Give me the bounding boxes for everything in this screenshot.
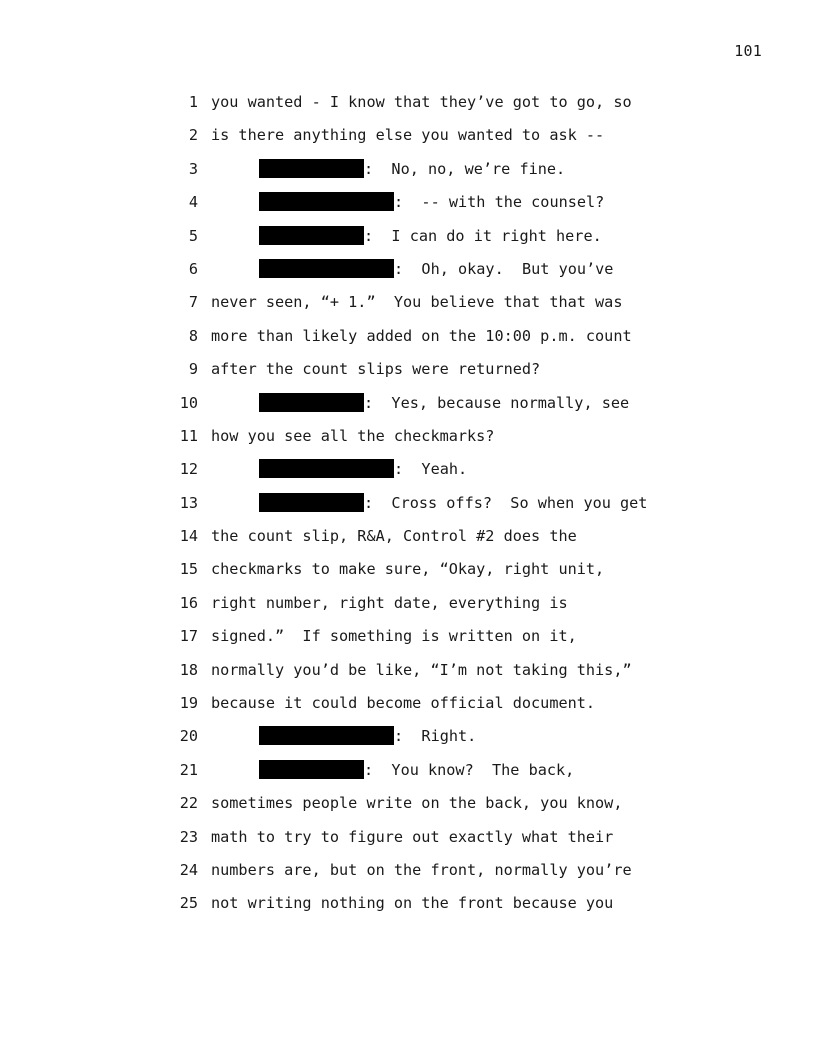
line-text xyxy=(211,420,494,453)
line-words: more than likely added on the 10:00 p.m. count xyxy=(211,326,632,345)
line-text xyxy=(211,887,613,920)
transcript-line xyxy=(0,286,816,319)
line-text xyxy=(211,353,540,386)
line-words: sometimes people write on the back, you know, xyxy=(211,794,623,813)
line-text xyxy=(211,620,577,653)
line-text xyxy=(211,320,632,353)
line-text xyxy=(211,553,604,586)
line-words: never seen, “+ 1.” You believe that that was xyxy=(211,293,623,312)
line-text xyxy=(211,687,595,720)
line-number: 17 xyxy=(179,627,198,646)
redacted-speaker-name xyxy=(259,259,394,278)
line-number: 9 xyxy=(188,360,198,379)
line-words: math to try to figure out exactly what their xyxy=(211,827,614,846)
line-number: 19 xyxy=(179,694,198,713)
transcript-line xyxy=(0,186,816,219)
redacted-speaker-name xyxy=(259,192,394,211)
line-words: : Yeah. xyxy=(394,460,468,479)
line-words: normally you’d be like, “I’m not taking this,” xyxy=(211,660,632,679)
redacted-speaker-name xyxy=(259,226,364,245)
line-words: : Right. xyxy=(394,727,477,746)
redacted-speaker-name xyxy=(259,726,394,745)
line-number: 16 xyxy=(179,593,198,612)
line-number: 13 xyxy=(179,493,198,512)
transcript-line xyxy=(0,453,816,486)
line-text xyxy=(259,186,604,219)
line-text xyxy=(211,821,613,854)
line-text xyxy=(211,86,632,119)
line-text xyxy=(259,220,602,253)
line-number: 11 xyxy=(179,426,198,445)
line-words: the count slip, R&A, Control #2 does the xyxy=(211,527,577,546)
transcript-line xyxy=(0,220,816,253)
line-number: 22 xyxy=(179,794,198,813)
line-text xyxy=(259,487,647,520)
transcript-line xyxy=(0,387,816,420)
line-words: : No, no, we’re fine. xyxy=(364,159,566,178)
line-words: : Oh, okay. But you’ve xyxy=(394,259,614,278)
line-number: 7 xyxy=(188,293,198,312)
line-words: : -- with the counsel? xyxy=(394,193,605,212)
redacted-speaker-name xyxy=(259,159,364,178)
line-text xyxy=(259,387,629,420)
transcript-line xyxy=(0,620,816,653)
line-words: checkmarks to make sure, “Okay, right unit, xyxy=(211,560,605,579)
redacted-speaker-name xyxy=(259,393,364,412)
transcript-line xyxy=(0,821,816,854)
line-number: 24 xyxy=(179,860,198,879)
line-text xyxy=(259,453,467,486)
line-number: 23 xyxy=(179,827,198,846)
line-number: 6 xyxy=(188,259,198,278)
line-text xyxy=(211,286,622,319)
transcript-line xyxy=(0,754,816,787)
transcript-line xyxy=(0,119,816,152)
line-number: 4 xyxy=(188,193,198,212)
line-number: 12 xyxy=(179,460,198,479)
line-number: 2 xyxy=(188,126,198,145)
transcript-line xyxy=(0,520,816,553)
line-text xyxy=(259,253,613,286)
line-words: : I can do it right here. xyxy=(364,226,602,245)
transcript-line xyxy=(0,587,816,620)
transcript-line xyxy=(0,720,816,753)
transcript-line xyxy=(0,253,816,286)
transcript-line xyxy=(0,353,816,386)
transcript-line xyxy=(0,487,816,520)
transcript-line xyxy=(0,687,816,720)
line-words: numbers are, but on the front, normally you’re xyxy=(211,860,632,879)
line-text xyxy=(259,153,565,186)
line-number: 15 xyxy=(179,560,198,579)
line-number: 8 xyxy=(188,326,198,345)
transcript-line xyxy=(0,420,816,453)
line-number: 3 xyxy=(188,159,198,178)
line-words: you wanted - I know that they’ve got to go, so xyxy=(211,93,632,111)
line-words: how you see all the checkmarks? xyxy=(211,426,495,445)
line-number: 5 xyxy=(188,226,198,245)
transcript-line xyxy=(0,553,816,586)
line-text xyxy=(211,654,632,687)
line-words: : Yes, because normally, see xyxy=(364,393,630,412)
line-words: because it could become official document. xyxy=(211,694,596,713)
transcript-line xyxy=(0,854,816,887)
page-number: 101 xyxy=(734,42,762,60)
line-number: 1 xyxy=(188,93,198,111)
line-text xyxy=(211,520,577,553)
redacted-speaker-name xyxy=(259,459,394,478)
transcript-line xyxy=(0,654,816,687)
line-text xyxy=(211,119,604,152)
line-number: 20 xyxy=(179,727,198,746)
line-text xyxy=(211,787,622,820)
line-number: 18 xyxy=(179,660,198,679)
transcript-body xyxy=(0,86,816,921)
line-words: not writing nothing on the front because you xyxy=(211,894,614,913)
line-number: 25 xyxy=(179,894,198,913)
transcript-line xyxy=(0,320,816,353)
redacted-speaker-name xyxy=(259,493,364,512)
redacted-speaker-name xyxy=(259,760,364,779)
line-words: is there anything else you wanted to ask -- xyxy=(211,126,605,145)
line-text xyxy=(259,754,574,787)
line-number: 21 xyxy=(179,760,198,779)
line-words: : You know? The back, xyxy=(364,760,575,779)
line-text xyxy=(259,720,476,753)
line-text xyxy=(211,854,632,887)
line-text xyxy=(211,587,568,620)
transcript-line xyxy=(0,86,816,119)
transcript-line xyxy=(0,787,816,820)
line-words: after the count slips were returned? xyxy=(211,360,541,379)
line-words: signed.” If something is written on it, xyxy=(211,627,577,646)
line-words: right number, right date, everything is xyxy=(211,593,568,612)
line-words: : Cross offs? So when you get xyxy=(364,493,648,512)
line-number: 14 xyxy=(179,527,198,546)
transcript-line xyxy=(0,887,816,920)
transcript-line xyxy=(0,153,816,186)
line-number: 10 xyxy=(179,393,198,412)
